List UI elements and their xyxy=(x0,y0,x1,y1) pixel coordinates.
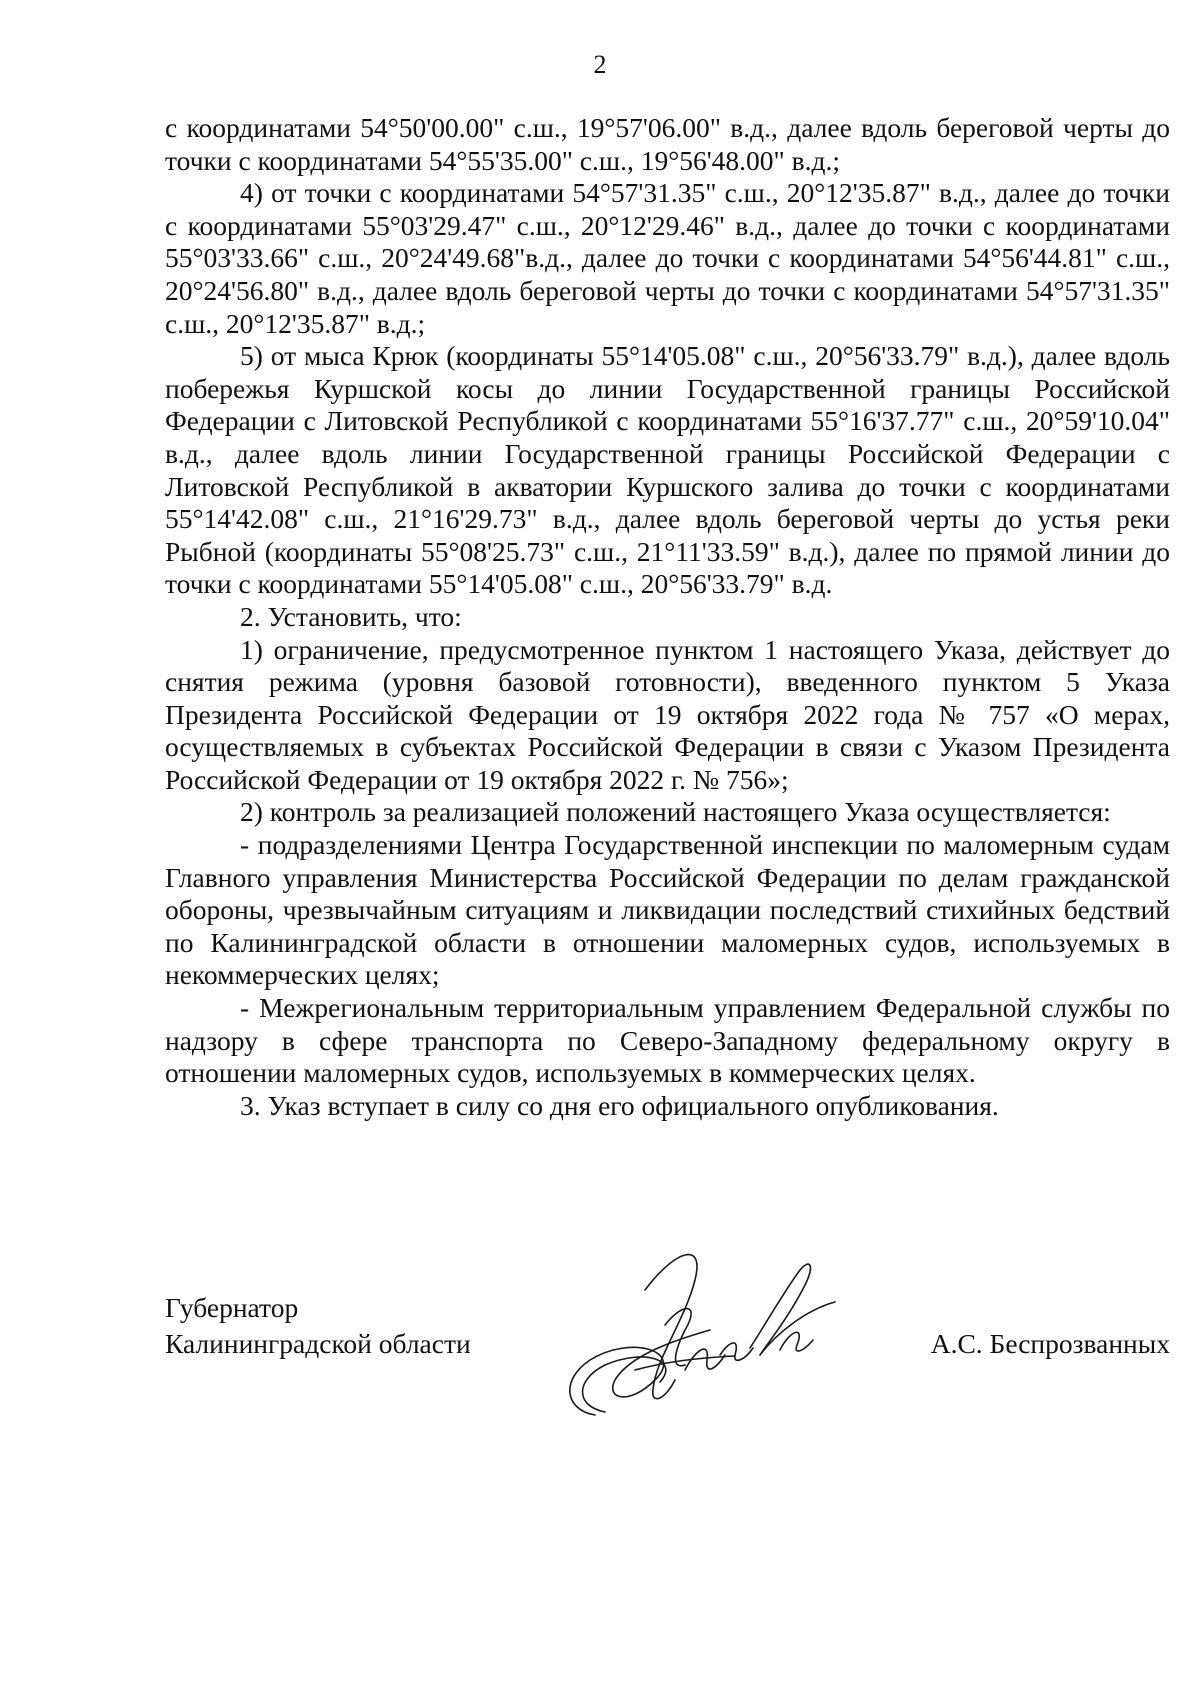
paragraph-section-3: 3. Указ вступает в силу со дня его официального опубликования. xyxy=(240,1089,999,1121)
paragraph-section-2-item-2: 2) контроль за реализацией положений настоящего Указа осуществляется: xyxy=(240,796,1111,828)
paragraph-section-2: 2. Установить, что: xyxy=(240,600,462,632)
signatory-name: А.С. Беспрозванных xyxy=(930,1328,1170,1359)
page-number: 2 xyxy=(593,50,607,79)
paragraph-dash-item-2: - Межрегиональным территориальным управлением Федеральной службы по надзору в сфере транспорта по Северо-Западному федеральному округу в отношении маломерных судов, используемых в коммерческих целях. xyxy=(165,992,1170,1089)
paragraph-item-5: 5) от мыса Крюк (координаты 55°14'05.08" с.ш., 20°56'33.79" в.д.), далее вдоль побережья Куршской косы до линии Государственной границы Российской Федерации с Литовской Республикой с координатами 55°16'37.77" с.ш., 20°59'10.04" в.д., далее вдоль линии Государственной границы Российской Федерации с Литовской Республикой в акватории Куршского залива до точки с координатами 55°14'42.08" с.ш., 21°16'29.73" в.д., далее вдоль береговой черты до устья реки Рыбной (координаты 55°08'25.73" с.ш., 21°11'33.59" в.д.), далее по прямой линии до точки с координатами 55°14'05.08" с.ш., 20°56'33.79" в.д. xyxy=(165,340,1170,600)
paragraph-section-2-item-1: 1) ограничение, предусмотренное пунктом 1 настоящего Указа, действует до снятия режима (уровня базовой готовности), введенного пунктом 5 Указа Президента Российской Федерации от 19 октября 2022 года № 757 «О мерах, осуществляемых в субъектах Российской Федерации в связи с Указом Президента Российской Федерации от 19 октября 2022 г. № 756»; xyxy=(165,633,1170,795)
paragraph-dash-item-1: - подразделениями Центра Государственной инспекции по маломерным судам Главного управления Министерства Российской Федерации по делам гражданской обороны, чрезвычайным ситуациям и ликвидации последствий стихийных бедствий по Калининградской области в отношении маломерных судов, используемых в некоммерческих целях; xyxy=(165,829,1170,991)
signatory-title-line-1: Губернатор xyxy=(165,1292,299,1323)
paragraph-continuation: с координатами 54°50'00.00" с.ш., 19°57'06.00" в.д., далее вдоль береговой черты до точки с координатами 54°55'35.00" с.ш., 19°56'48.00" в.д.; xyxy=(165,112,1170,176)
signatory-title xyxy=(165,1290,471,1362)
document-body xyxy=(165,112,1170,1122)
signatory-title-line-2: Калининградской области xyxy=(165,1328,471,1359)
handwritten-signature xyxy=(535,1230,855,1430)
paragraph-item-4: 4) от точки с координатами 54°57'31.35" с.ш., 20°12'35.87" в.д., далее до точки с координатами 55°03'29.47" с.ш., 20°12'29.46" в.д., далее до точки с координатами 55°03'33.66" с.ш., 20°24'49.68"в.д., далее до точки с координатами 54°56'44.81" с.ш., 20°24'56.80" в.д., далее вдоль береговой черты до точки с координатами 54°57'31.35" с.ш., 20°12'35.87" в.д.; xyxy=(165,177,1170,339)
signature-block xyxy=(165,1290,1170,1440)
